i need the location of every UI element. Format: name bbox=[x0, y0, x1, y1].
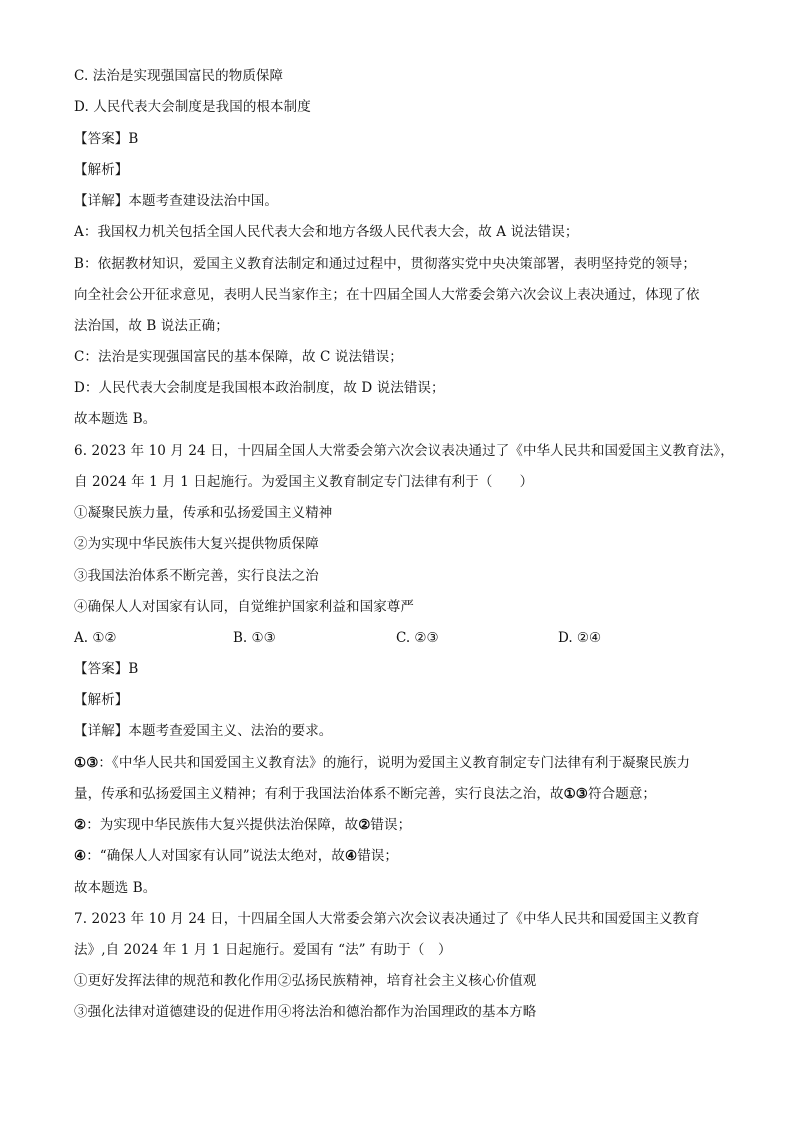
q6-analysis-2 bbox=[74, 815, 411, 835]
q7-items-3-4: ③强化法律对道德建设的促进作用④将法治和德治都作为治国理政的基本方略 bbox=[74, 1004, 537, 1020]
q6-analysis-1-cont-post: 符合题意； bbox=[588, 786, 657, 802]
q6-option-a: A. ①② bbox=[74, 630, 117, 646]
q6-item-3: ③我国法治体系不断完善，实行良法之治 bbox=[74, 568, 319, 584]
q5-option-c: C. 法治是实现强国富民的物质保障 bbox=[74, 68, 284, 84]
q5-analysis-heading: 【解析】 bbox=[74, 162, 129, 178]
q6-item-4: ④确保人人对国家有认同，自觉维护国家利益和国家尊严 bbox=[74, 599, 414, 615]
q6-option-d: D. ②④ bbox=[558, 630, 602, 646]
q6-option-c: C. ②③ bbox=[396, 630, 439, 646]
q5-detail-b-cont: 向全社会公开征求意见，表明人民当家作主；在十四届全国人大常委会第六次会议上表决通过，体现了依 bbox=[74, 287, 700, 303]
q6-option-b: B. ①③ bbox=[233, 630, 276, 646]
q6-analysis-4-marker: ④ bbox=[74, 848, 87, 864]
q5-option-d: D. 人民代表大会制度是我国的根本制度 bbox=[74, 99, 311, 115]
q6-item-2: ②为实现中华民族伟大复兴提供物质保障 bbox=[74, 536, 319, 552]
q6-conclusion: 故本题选 B。 bbox=[74, 880, 157, 896]
q5-detail-c: C：法治是实现强国富民的基本保障，故 C 说法错误； bbox=[74, 349, 403, 365]
q6-analysis-4-pre: ：“确保人人对国家有认同”说法太绝对，故 bbox=[86, 848, 346, 864]
q5-detail: 【详解】本题考查建设法治中国。 bbox=[74, 193, 278, 209]
q6-analysis-1-cont bbox=[74, 784, 656, 804]
q6-analysis-1 bbox=[74, 753, 690, 773]
q6-analysis-2-pre: ：为实现中华民族伟大复兴提供法治保障，故 bbox=[86, 817, 359, 833]
q6-analysis-4 bbox=[74, 846, 398, 866]
q5-detail-d: D：人民代表大会制度是我国根本政治制度，故 D 说法错误； bbox=[74, 380, 445, 396]
q6-detail: 【详解】本题考查爱国主义、法治的要求。 bbox=[74, 723, 333, 739]
q6-analysis-heading: 【解析】 bbox=[74, 692, 129, 708]
q6-analysis-2-marker: ② bbox=[74, 817, 87, 833]
q6-stem: 6. 2023 年 10 月 24 日，十四届全国人大常委会第六次会议表决通过了《中华人民共和国爱国主义教育法》， bbox=[74, 443, 734, 459]
q6-analysis-2-marker2: ② bbox=[358, 817, 371, 833]
q5-answer: 【答案】B bbox=[74, 131, 139, 147]
q6-analysis-4-post: 错误； bbox=[357, 848, 399, 864]
q6-analysis-1-marker: ①③ bbox=[74, 755, 99, 771]
q6-analysis-1-text: ：《中华人民共和国爱国主义教育法》的施行，说明为爱国主义教育制定专门法律有利于凝聚民族力 bbox=[98, 755, 691, 771]
q6-analysis-4-marker2: ④ bbox=[345, 848, 358, 864]
q7-stem-cont: 法》,自 2024 年 1 月 1 日起施行。爱国有 “法” 有助于（ ） bbox=[74, 942, 452, 958]
q5-conclusion: 故本题选 B。 bbox=[74, 411, 157, 427]
q6-analysis-2-post: 错误； bbox=[370, 817, 412, 833]
q6-analysis-1-cont-pre: 量，传承和弘扬爱国主义精神；有利于我国法治体系不断完善，实行良法之治，故 bbox=[74, 786, 564, 802]
q6-answer: 【答案】B bbox=[74, 661, 139, 677]
q7-items-1-2: ①更好发挥法律的规范和教化作用②弘扬民族精神，培育社会主义核心价值观 bbox=[74, 973, 537, 989]
q5-detail-a: A：我国权力机关包括全国人民代表大会和地方各级人民代表大会，故 A 说法错误； bbox=[74, 224, 579, 240]
q5-detail-b: B：依据教材知识，爱国主义教育法制定和通过过程中，贯彻落实党中央决策部署，表明坚持党的领导； bbox=[74, 256, 697, 272]
q6-item-1: ①凝聚民族力量，传承和弘扬爱国主义精神 bbox=[74, 505, 333, 521]
q6-analysis-1-cont-marker: ①③ bbox=[563, 786, 589, 802]
q6-stem-cont: 自 2024 年 1 月 1 日起施行。为爱国主义教育制定专门法律有利于（ ） bbox=[74, 474, 534, 490]
q5-detail-b-cont2: 法治国，故 B 说法正确； bbox=[74, 318, 229, 334]
q7-stem: 7. 2023 年 10 月 24 日，十四届全国人大常委会第六次会议表决通过了《中华人民共和国爱国主义教育 bbox=[74, 911, 700, 927]
